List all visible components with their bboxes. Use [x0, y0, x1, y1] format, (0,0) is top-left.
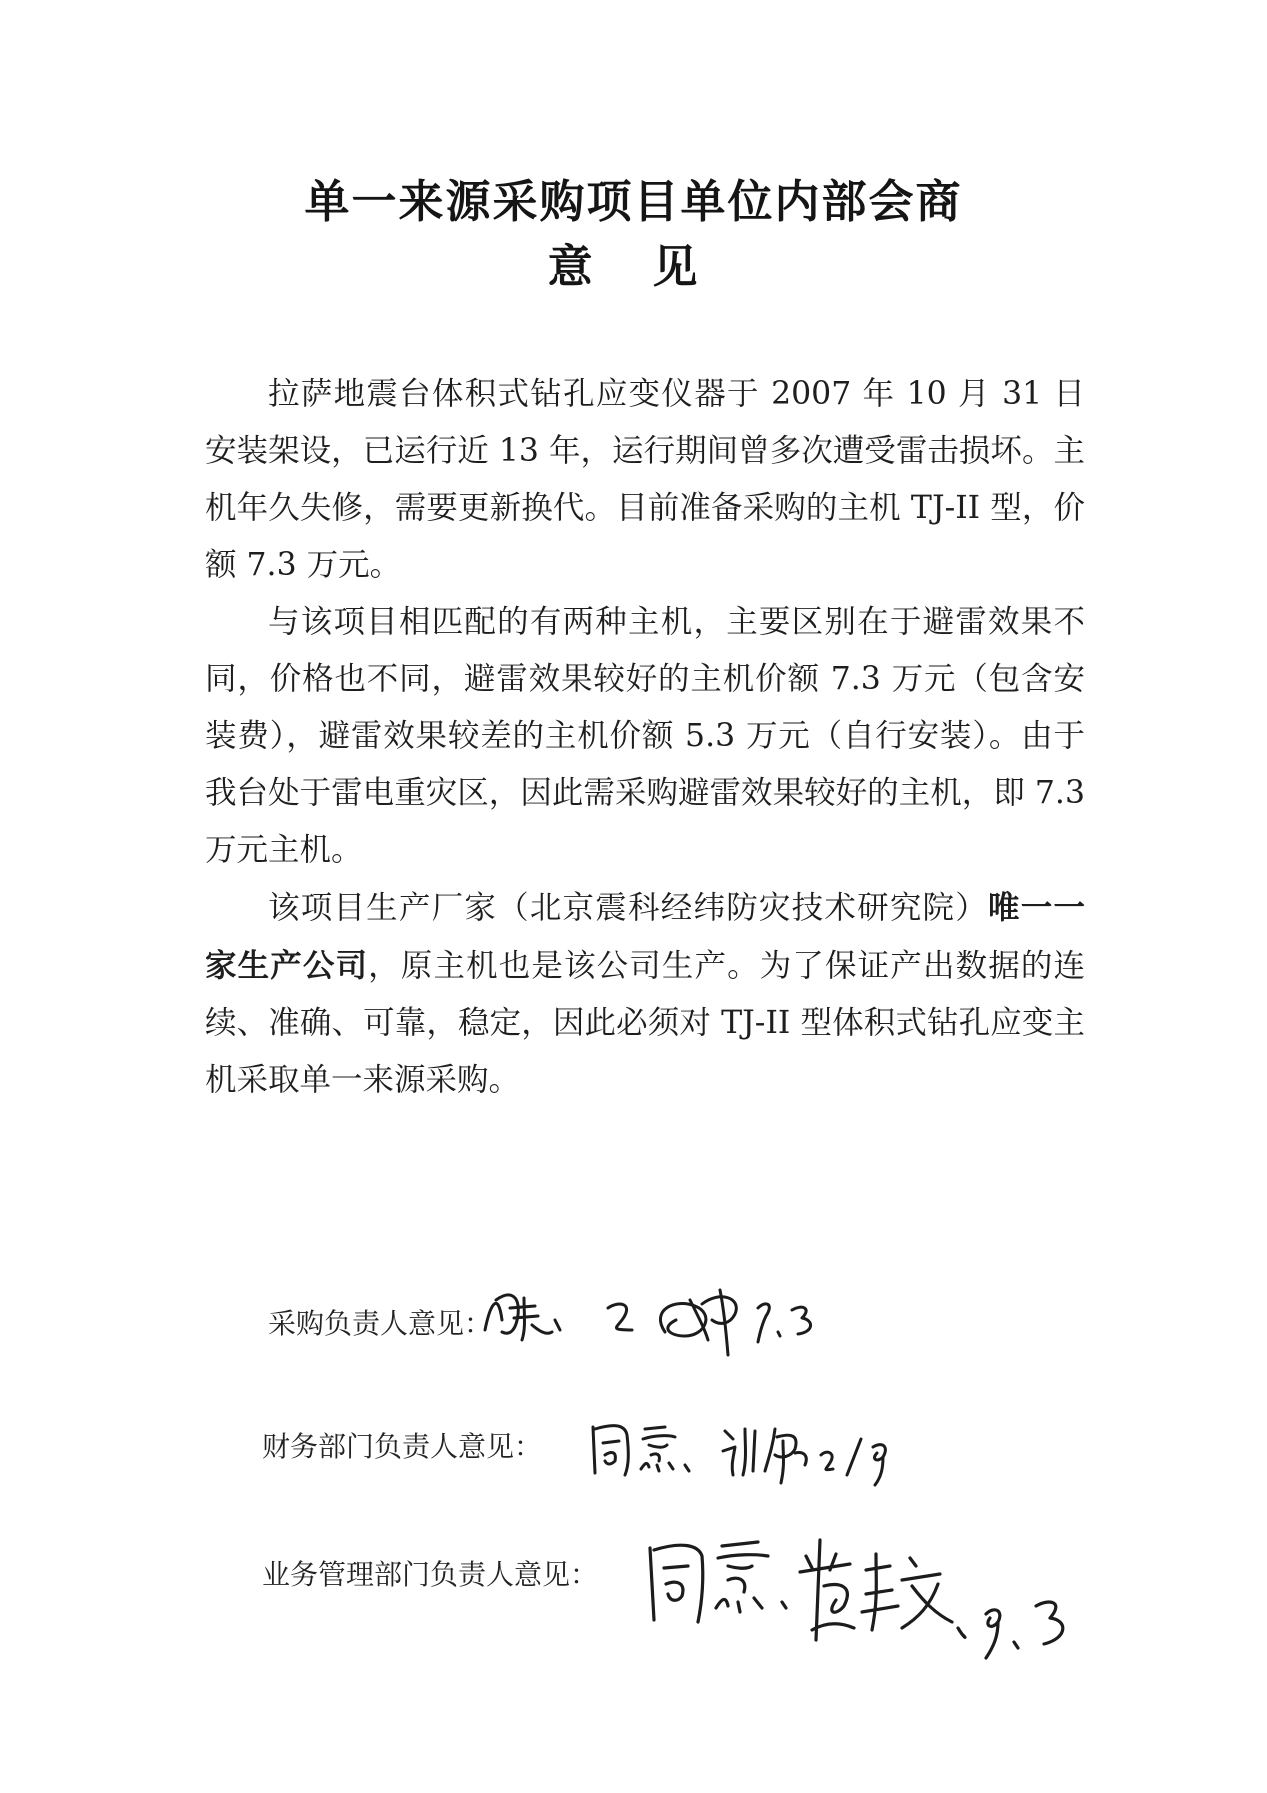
finance-signature	[585, 1405, 895, 1495]
paragraph-comparison: 与该项目相匹配的有两种主机，主要区别在于避雷效果不同，价格也不同，避雷效果较好的主机价额 7.3 万元（包含安装费），避雷效果较差的主机价额 5.3 万元（自行安装）。由于我台处于雷电重灾区，因此需采购避雷效果较好的主机，即 7.3 万元主机。	[205, 604, 1085, 868]
document-title-suffix: 意 见	[547, 240, 720, 293]
paragraph-justification-start: 该项目生产厂家（北京震科经纬防灾技术研究院）	[268, 890, 989, 926]
document-body	[205, 366, 1085, 1109]
paragraph-background: 拉萨地震台体积式钻孔应变仪器于 2007 年 10 月 31 日安装架设，已运行近 13 年，运行期间曾多次遭受雷击损坏。主机年久失修，需要更新换代。目前准备采购的主机 TJ-II 型，价额 7.3 万元。	[205, 376, 1085, 583]
finance-opinion-label: 财务部门负责人意见：	[262, 1430, 543, 1463]
paragraph-justification	[205, 879, 1085, 1109]
sole-supplier-emphasis: 唯一一家生产公司	[205, 889, 1085, 984]
business-signature	[640, 1510, 1110, 1670]
purchasing-opinion-label: 采购负责人意见：	[268, 1307, 493, 1340]
business-opinion-label: 业务管理部门负责人意见：	[262, 1558, 599, 1591]
purchasing-signature	[480, 1270, 860, 1360]
paragraph-justification-end: ，原主机也是该公司生产。为了保证产出数据的连续、准确、可靠，稳定，因此必须对 TJ-II 型体积式钻孔应变主机采取单一来源采购。	[205, 948, 1085, 1098]
document-title: 单一来源采购项目单位内部会商	[304, 175, 963, 228]
